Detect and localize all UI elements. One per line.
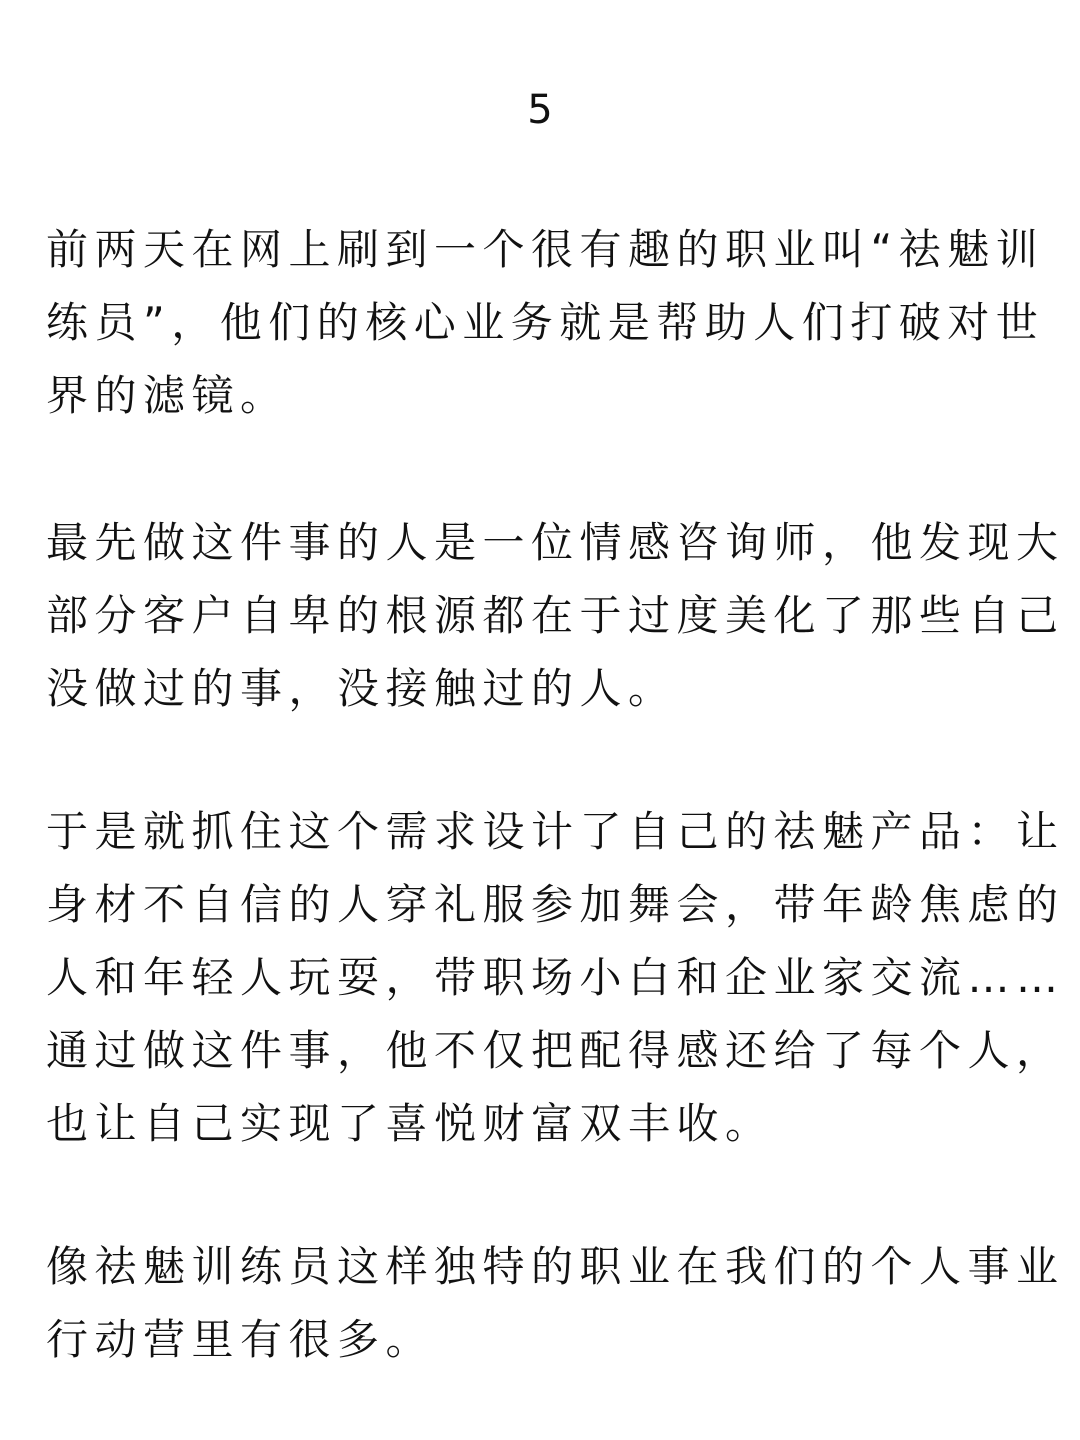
text-line: 界的滤镜。	[46, 371, 289, 420]
text-line: 通过做这件事，他不仅把配得感还给了每个人，	[46, 1026, 1065, 1075]
text-line: 像祛魅训练员这样独特的职业在我们的个人事业	[46, 1242, 1065, 1291]
text-line: 于是就抓住这个需求设计了自己的祛魅产品：让	[46, 807, 1065, 856]
paragraph-intro	[46, 213, 1045, 432]
text-line: 人和年轻人玩耍，带职场小白和企业家交流……	[46, 953, 1065, 1002]
paragraph-products	[46, 795, 1065, 1160]
text-line: 行动营里有很多。	[46, 1315, 435, 1364]
text-line: 也让自己实现了喜悦财富双丰收。	[46, 1099, 774, 1148]
text-line: 前两天在网上刷到一个很有趣的职业叫“祛魅训	[46, 225, 1045, 274]
text-line: 最先做这件事的人是一位情感咨询师，他发现大	[46, 518, 1065, 567]
text-line: 部分客户自卑的根源都在于过度美化了那些自己	[46, 591, 1065, 640]
paragraph-closing	[46, 1230, 1065, 1376]
paragraph-origin	[46, 506, 1065, 725]
text-line: 没做过的事，没接触过的人。	[46, 664, 677, 713]
page-number: 5	[527, 87, 553, 133]
text-line: 身材不自信的人穿礼服参加舞会，带年龄焦虑的	[46, 880, 1065, 929]
text-line: 练员”，他们的核心业务就是帮助人们打破对世	[46, 298, 1045, 347]
